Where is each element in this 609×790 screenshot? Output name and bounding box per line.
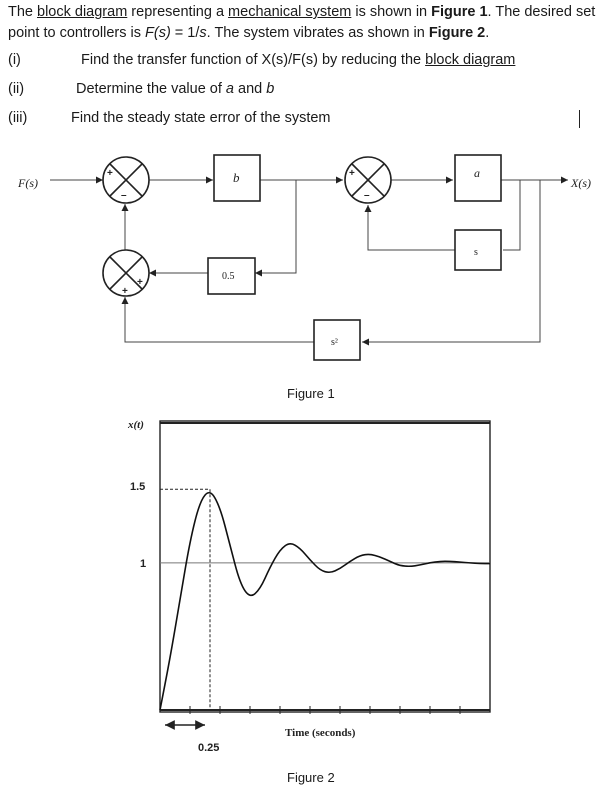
y-axis-label: x(t) (128, 419, 144, 431)
minus-sign: – (364, 190, 370, 201)
plus-sign: + (122, 286, 128, 297)
feedback-path-s (368, 205, 455, 250)
output-label: X(s) (571, 176, 591, 190)
question-number: (i) (8, 52, 21, 68)
block-s (455, 230, 501, 270)
tick-label-0-25: 0.25 (198, 742, 220, 754)
figure1-caption: Figure 1 (287, 386, 335, 401)
intro-text: is shown in (351, 4, 432, 20)
tick-label-1: 1 (140, 558, 147, 570)
fs-symbol: F(s) (145, 25, 171, 41)
feedback-path-gain (255, 180, 296, 273)
intro-text: = 1/ (170, 25, 200, 41)
question-number: (ii) (8, 81, 25, 97)
figure1-ref: Figure 1 (431, 4, 488, 20)
feedback-path-s2 (362, 180, 540, 342)
block-gain-label: 0.5 (222, 271, 235, 282)
x-axis-label: Time (seconds) (285, 727, 356, 739)
question-number: (iii) (8, 110, 28, 126)
figure2-plot (127, 419, 490, 754)
plus-sign: + (349, 168, 355, 179)
tick-label-1-5: 1.5 (130, 481, 146, 493)
figure2-caption: Figure 2 (287, 770, 335, 785)
block-b-label: b (233, 170, 240, 185)
intro-text: The (8, 4, 38, 20)
block-s-label: s (474, 247, 478, 258)
intro-text: . (485, 25, 490, 41)
plus-sign: + (137, 277, 143, 288)
question-text: Determine the value of a and b (76, 81, 275, 97)
intro-text: . The system vibrates as shown in (206, 25, 429, 41)
feedback-line (125, 297, 314, 342)
question-text: Find the steady state error of the system (71, 110, 331, 126)
intro-text: representing a (127, 4, 229, 20)
minus-sign: – (121, 190, 127, 201)
inner-branch (501, 180, 520, 250)
mechanical-system-link[interactable]: mechanical system (228, 4, 352, 20)
question-text: Find the transfer function of X(s)/F(s) by reducing the block diagram (81, 52, 516, 68)
figure2-ref: Figure 2 (428, 25, 486, 41)
block-s2-label: s² (331, 337, 338, 348)
block-diagram-link[interactable]: block diagram (425, 52, 516, 68)
block-a-label: a (474, 166, 480, 180)
block-diagram-link[interactable]: block diagram (37, 4, 128, 20)
s-symbol: s (199, 25, 207, 41)
input-label: F(s) (18, 176, 38, 190)
intro-text: . The desired set point to controllers is (8, 4, 596, 41)
plus-sign: + (107, 168, 113, 179)
